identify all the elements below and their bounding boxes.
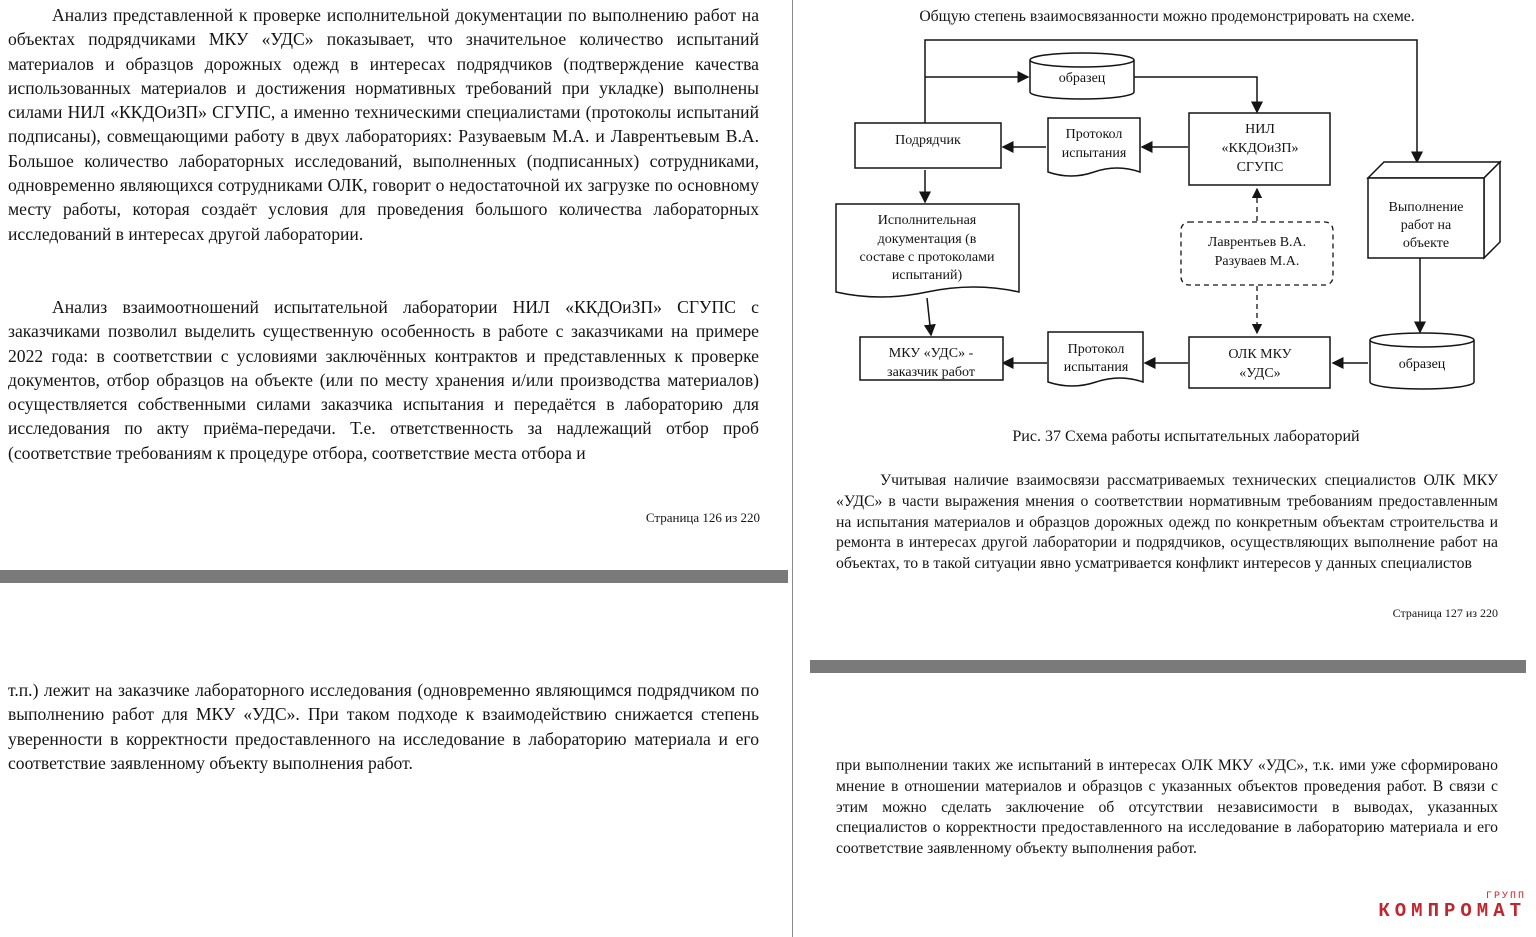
persons-line2: Разуваев М.А. [1214,254,1300,269]
lab-relationship-diagram [830,30,1530,425]
exec-doc-line2: документация (в [877,232,977,247]
left-paragraph-2: Анализ взаимоотношений испытательной лаборатории НИЛ «ККДОиЗП» СГУПС с заказчиками позволил выделить существенную особенность в работе с заказчиками на примере 2022 года: в соответствии с условиями заключённых контрактов и представленных к проверке документов, отбор образцов на объекте (или по месту хранения и/или производства материалов) осуществляется собственными силами заказчика испытания и передаётся в лабораторию для исследования по акту приёма-передачи. Т.е. ответственность за надлежащий отбор проб (соответствие требованиям к процедуре отбора, соответствие места отбора и [8,297,759,463]
exec-doc-line3: составе с протоколами [859,250,995,265]
work-line3: объекте [1402,236,1450,251]
left-paragraph-1: Анализ представленной к проверке исполнительной документации по выполнению работ на объектах подрядчиками МКУ «УДС» показывает, что значительное количество испытаний материалов и образцов дорожных одежд в интересах подрядчиков (подтверждение качества использованных материалов и достижения нормативных требований при укладке) выполнены силами НИЛ «ККДОиЗП» СГУПС, а именно техническими специалистами (протоколы испытаний подписаны), совмещающими работу в двух лабораториях: Разуваевым М.А. и Лаврентьевым В.А. Большое количество лабораторных исследований, выполненных (подписанных) сотрудниками, одновременно являющихся сотрудниками ОЛК, говорит о недостаточной их загрузке по основному месту работы, которая создаёт условия для проведения большого количества лабораторных исследований в интересах другой лаборатории. [8,5,759,244]
nil-line1: НИЛ [1245,122,1275,137]
diagram-intro: Общую степень взаимосвязанности можно продемонстрировать на схеме. [919,8,1415,25]
nil-line2: «ККДОиЗП» [1221,141,1299,156]
protocol-bottom-line1: Протокол [1067,342,1125,357]
protocol-bottom-line2: испытания [1063,360,1129,375]
mku-line2: заказчик работ [887,365,975,380]
work-line1: Выполнение [1388,200,1464,215]
page-break-right [810,660,1526,673]
right-paragraph-1: Учитывая наличие взаимосвязи рассматриваемых технических специалистов ОЛК МКУ «УДС» в части выражения мнения о соответствии нормативным требованиям предоставленным на испытания материалов и образцов дорожных одежд по конкретным объектам строительства и ремонта в интересах другой лаборатории и подрядчиков, осуществляющих выполнение работ на объектах, то в такой ситуации явно усматривается конфликт интересов у данных специалистов [836,472,1498,573]
contractor-label: Подрядчик [895,133,961,148]
exec-doc-line4: испытаний) [891,268,963,283]
page-number-left: Страница 126 из 220 [645,510,760,525]
right-paragraph-2: при выполнении таких же испытаний в интересах ОЛК МКУ «УДС», т.к. ими уже сформировано мнение в отношении материалов и образцов с указанных объектов проведения работ. В связи с этим можно сделать заключение об отсутствии независимости в выводах, указанных специалистов о корректности предоставленного на исследование в лабораторию материала и его соответствие заявленному объекту выполнения работ. [836,757,1498,858]
nil-line3: СГУПС [1236,160,1284,175]
exec-doc-line1: Исполнительная [877,213,977,228]
olk-line2: «УДС» [1239,366,1281,381]
watermark-logo: КОМПРОМАТ [1378,900,1526,922]
protocol-top-line2: испытания [1061,146,1127,161]
sample-top-label: образец [1058,71,1106,86]
page-break-left [0,570,788,583]
watermark-sup: ГРУПП [1485,891,1526,902]
work-line2: работ на [1400,218,1452,233]
column-divider [792,0,793,937]
olk-line1: ОЛК МКУ [1228,347,1292,362]
sample-bottom-label: образец [1398,357,1446,372]
protocol-top-line1: Протокол [1065,127,1123,142]
figure-caption: Рис. 37 Схема работы испытательных лабораторий [1012,428,1360,445]
persons-line1: Лаврентьев В.А. [1207,235,1307,250]
mku-line1: МКУ «УДС» - [888,346,974,361]
page-number-right: Страница 127 из 220 [1392,606,1498,620]
left-paragraph-3: т.п.) лежит на заказчике лабораторного исследования (одновременно являющимся подрядчиком по выполнению работ для МКУ «УДС». При таком подходе к взаимодействию снижается степень уверенности в корректности предоставленного на исследование в лабораторию материала и его соответствие заявленному объекту выполнения работ. [8,680,759,773]
